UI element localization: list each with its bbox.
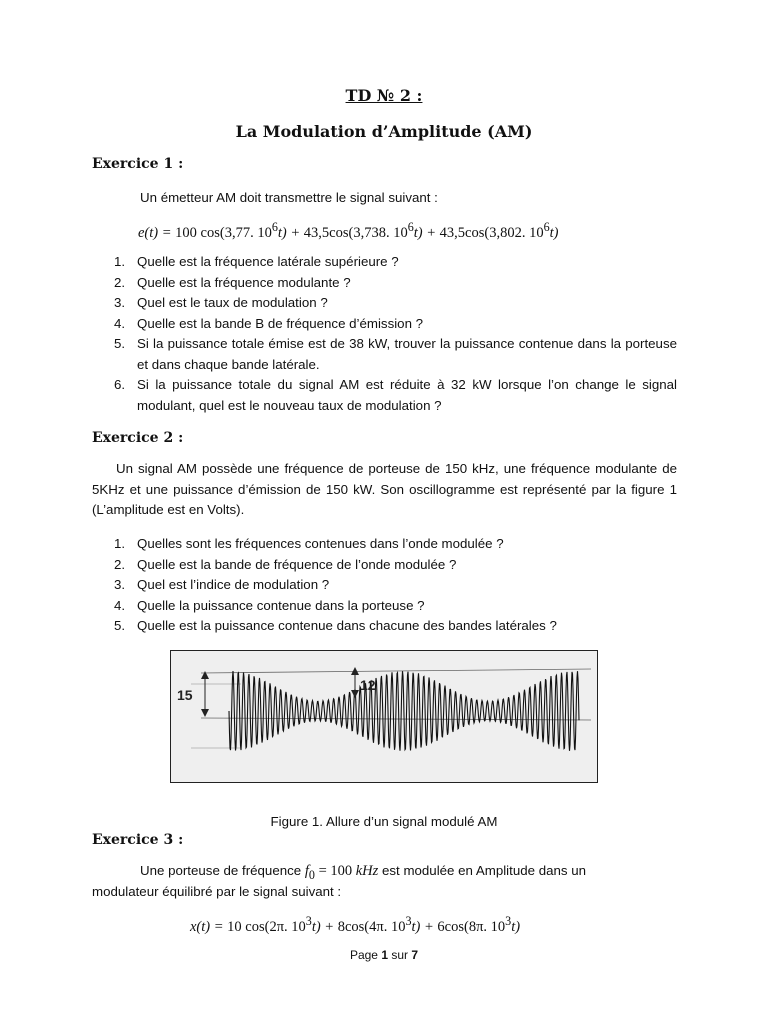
- label-12: 12: [360, 677, 376, 693]
- exercise-3-line2: modulateur équilibré par le signal suivant :: [92, 884, 342, 899]
- eq3-term2-exp: 3: [405, 914, 412, 928]
- eq3-term1: 10 cos(2π. 10: [227, 918, 306, 935]
- eq3-term3-exp: 3: [505, 914, 512, 928]
- exercise-3-heading: Exercice 3 :: [92, 832, 184, 848]
- ex1-question-4: [92, 314, 677, 335]
- exercise-1-equation: [138, 220, 558, 242]
- question-text: Quelle est la fréquence modulante ?: [137, 274, 351, 290]
- question-number: 5.: [114, 618, 126, 633]
- exercise-1-heading: Exercice 1 :: [92, 156, 184, 172]
- ex1-question-2: [92, 273, 677, 294]
- exercise-3-line1: [140, 863, 586, 883]
- eq3-term3-end: t): [511, 918, 521, 935]
- question-text: Quelle la puissance contenue dans la porteuse ?: [137, 597, 425, 613]
- question-text: Quelle est la puissance contenue dans chacune des bandes latérales ?: [137, 618, 557, 633]
- question-number: 4.: [114, 597, 126, 613]
- eq1-term3-end: t): [549, 224, 559, 241]
- question-number: 3.: [114, 577, 126, 592]
- ex3-line1-end: est modulée en Amplitude dans un: [378, 863, 587, 878]
- page-footer: [0, 948, 768, 962]
- exercise-2-heading: Exercice 2 :: [92, 430, 184, 446]
- f0-symbol: f: [304, 863, 309, 879]
- ex2-question-3: [92, 575, 677, 596]
- question-text: Quel est le taux de modulation ?: [137, 295, 328, 310]
- question-number: 1.: [114, 254, 126, 269]
- figure-caption: Figure 1. Allure d’un signal modulé AM: [270, 814, 498, 829]
- ex2-question-2: [92, 555, 677, 576]
- ex2-question-4: [92, 596, 677, 617]
- label-15: 15: [177, 687, 193, 703]
- footer-page-word: Page: [349, 948, 382, 962]
- am-oscillogram-figure: [170, 650, 598, 783]
- eq3-term2-end: t) +: [411, 918, 438, 935]
- footer-sep: sur: [388, 948, 412, 962]
- td-title: TD № 2 :: [345, 86, 423, 105]
- question-text: Si la puissance totale émise est de 38 kW, trouver la puissance contenue dans la porteuse et dans chaque bande latérale.: [137, 336, 677, 372]
- eq3-term1-end: t) +: [311, 918, 338, 935]
- ex1-question-3: [92, 293, 677, 314]
- question-number: 1.: [114, 536, 126, 551]
- exercise-2-paragraph: Un signal AM possède une fréquence de porteuse de 150 kHz, une fréquence modulante de 5KHz et une puissance d’émission de 150 kW. Son oscillogramme est représenté par la figure 1 (L’amplitude est en Volts).: [92, 461, 677, 517]
- question-text: Quelle est la fréquence latérale supérieure ?: [137, 254, 399, 269]
- question-number: 3.: [114, 295, 126, 310]
- question-number: 2.: [114, 556, 126, 572]
- am-oscillogram: [171, 651, 597, 782]
- exercise-1-intro: Un émetteur AM doit transmettre le signal suivant :: [140, 190, 438, 205]
- eq3-term1-exp: 3: [305, 914, 312, 928]
- footer-page-number: 1: [381, 948, 388, 962]
- eq1-term3-exp: 6: [543, 220, 550, 234]
- question-text: Si la puissance totale du signal AM est réduite à 32 kW lorsque l’on change le signal modulant, quel est le nouveau taux de modulation ?: [137, 377, 677, 413]
- question-number: 5.: [114, 336, 126, 351]
- question-text: Quel est l’indice de modulation ?: [137, 577, 330, 592]
- eq1-term2-exp: 6: [407, 220, 414, 234]
- document-subtitle: La Modulation d’Amplitude (AM): [235, 122, 533, 141]
- eq3-lhs: x(t) =: [190, 918, 228, 935]
- question-number: 2.: [114, 274, 126, 290]
- question-text: Quelle est la bande B de fréquence d’émission ?: [137, 315, 424, 331]
- question-number: 6.: [114, 377, 126, 392]
- footer-page-total: 7: [411, 948, 419, 962]
- f0-unit: kHz: [355, 863, 379, 879]
- ex1-question-5: [92, 334, 677, 375]
- eq3-term3: 6cos(8π. 10: [437, 918, 506, 935]
- eq1-term1-exp: 6: [271, 220, 278, 234]
- eq1-term1-end: t) +: [277, 224, 304, 241]
- ex2-question-5: [92, 616, 677, 637]
- eq1-term2: 43,5cos(3,738. 10: [303, 224, 408, 241]
- eq3-term2: 8cos(4π. 10: [337, 918, 406, 935]
- eq1-term1: 100 cos(3,77. 10: [175, 224, 272, 241]
- exercise-2-questions: [92, 534, 677, 637]
- eq1-term3: 43,5cos(3,802. 10: [439, 224, 544, 241]
- question-text: Quelles sont les fréquences contenues dans l’onde modulée ?: [137, 536, 504, 551]
- ex2-question-1: [92, 534, 677, 555]
- question-number: 4.: [114, 315, 126, 331]
- ex1-question-1: [92, 252, 677, 273]
- exercise-3-equation: [190, 914, 520, 936]
- ex1-question-6: [92, 375, 677, 416]
- exercise-1-questions: [92, 252, 677, 416]
- ex3-line1-start: Une porteuse de fréquence: [140, 863, 305, 878]
- eq1-term2-end: t) +: [413, 224, 440, 241]
- f0-subscript: 0: [308, 867, 315, 882]
- question-text: Quelle est la bande de fréquence de l’onde modulée ?: [137, 556, 457, 572]
- eq1-lhs: e(t) =: [138, 224, 176, 241]
- f0-value: = 100: [314, 863, 356, 879]
